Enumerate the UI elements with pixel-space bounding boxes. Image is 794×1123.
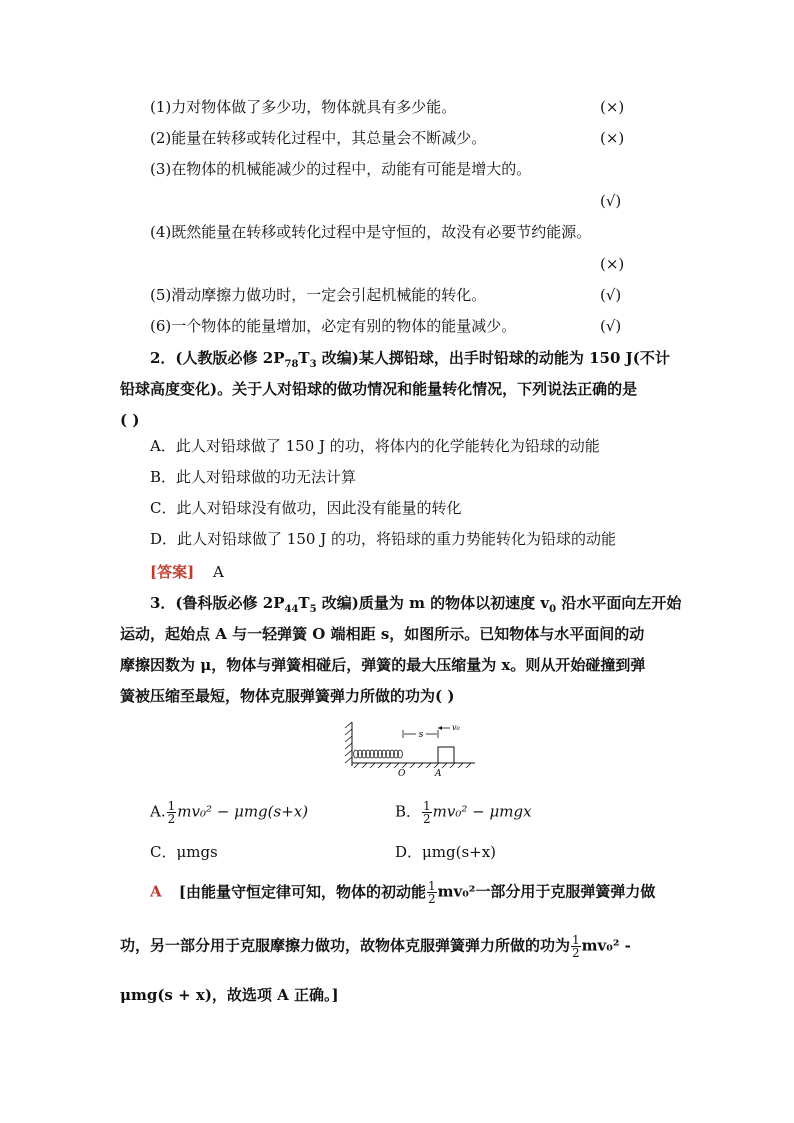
q2-option-d: D．此人对铅球做了 150 J 的功，将铅球的重力势能转化为铅球的动能 — [150, 530, 616, 548]
q3-solution-line1: A [由能量守恒定律可知，物体的初动能 $\frac{1}{2}$ mv₀²一部分用于克服弹簧弹力做 — [150, 879, 656, 906]
q3-line3: 摩擦因数为 μ，物体与弹簧相碰后，弹簧的最大压缩量为 x。则从开始碰撞到弹 — [120, 656, 646, 674]
fraction-half: $\frac{1}{2}$ — [572, 933, 580, 960]
judgement-1-mark: (×) — [600, 98, 625, 116]
solution-label: A — [150, 882, 162, 901]
judgement-4: (4)既然能量在转移或转化过程中是守恒的，故没有必要节约能源。 — [150, 223, 592, 241]
label-o: O — [398, 769, 406, 779]
judgement-5-mark: (√) — [600, 286, 622, 304]
block — [438, 747, 454, 763]
q3-solution-line2: 功，另一部分用于克服摩擦力做功，故物体克服弹簧弹力所做的功为 $\frac{1}{2}$ mv₀² - — [120, 933, 631, 960]
q3-option-c: C．μmgs — [150, 843, 218, 861]
q3-option-a: A. $\frac{1}{2}$ mv₀² − μmg(s+x) — [150, 799, 309, 826]
fraction-half: $\frac{1}{2}$ — [167, 799, 176, 826]
q2-answer — [150, 562, 224, 582]
answer-value: A — [212, 563, 224, 581]
judgement-6-mark: (√) — [600, 317, 622, 335]
judgement-3-mark: (√) — [600, 192, 622, 210]
q2-option-c: C．此人对铅球没有做功，因此没有能量的转化 — [150, 499, 462, 517]
fraction-half: $\frac{1}{2}$ — [423, 799, 431, 826]
judgement-2-mark: (×) — [600, 129, 625, 147]
q3-option-d: D．μmg(s+x) — [395, 843, 497, 861]
judgement-6: (6)一个物体的能量增加，必定有别的物体的能量减少。 — [150, 317, 517, 335]
judgement-3: (3)在物体的机械能减少的过程中，动能有可能是增大的。 — [150, 160, 532, 178]
label-s: s — [418, 730, 424, 740]
label-v0: v₀ — [452, 723, 460, 732]
spring — [354, 750, 403, 758]
fraction-half: $\frac{1}{2}$ — [427, 879, 436, 906]
judgement-1: (1)力对物体做了多少功，物体就具有多少能。 — [150, 98, 457, 116]
q3-line4: 簧被压缩至最短，物体克服弹簧弹力所做的功为( ) — [120, 687, 455, 705]
q2-option-b: B．此人对铅球做的功无法计算 — [150, 468, 357, 486]
label-a: A — [435, 769, 442, 779]
answer-label: [答案] — [150, 563, 195, 581]
judgement-2: (2)能量在转移或转化过程中，其总量会不断减少。 — [150, 129, 487, 147]
q3-option-b: B． $\frac{1}{2}$ mv₀² − μmgx — [395, 799, 532, 826]
q3-line2: 运动，起始点 A 与一轻弹簧 O 端相距 s，如图所示。已知物体与水平面间的动 — [120, 625, 645, 643]
spring-block-figure — [340, 718, 480, 780]
judgement-5: (5)滑动摩擦力做功时，一定会引起机械能的转化。 — [150, 286, 487, 304]
q3-line1: 3．(鲁科版必修 $2P_{44}T_5$ 改编)质量为 m 的物体以初速度 $v_0$ 沿水平面向左开始 — [150, 594, 682, 615]
q2-line1: 2．(人教版必修 $2P_{78}T_3$ 改编)某人掷铅球，出手时铅球的动能为 150 J(不计 — [150, 349, 670, 370]
q2-line2: 铅球高度变化)。关于人对铅球的做功情况和能量转化情况，下列说法正确的是 — [120, 380, 638, 398]
q2-option-a: A．此人对铅球做了 150 J 的功，将体内的化学能转化为铅球的动能 — [150, 437, 600, 455]
q2-line3: ( ) — [120, 411, 140, 429]
q3-solution-line3: μmg(s + x)，故选项 A 正确。] — [120, 986, 339, 1004]
judgement-4-mark: (×) — [600, 255, 625, 273]
